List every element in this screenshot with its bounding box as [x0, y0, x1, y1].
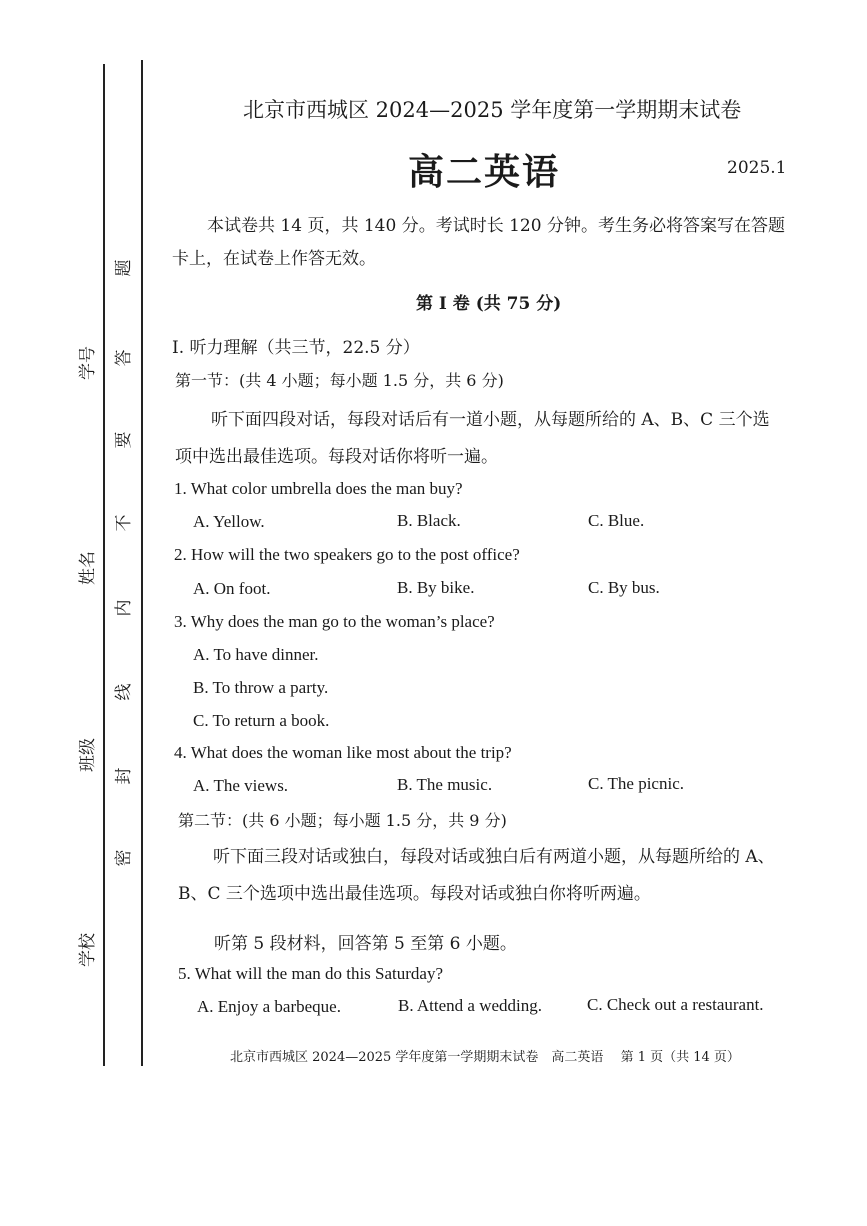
subsection-1-heading: 第一节：(共 4 小题；每小题 1.5 分，共 6 分) [175, 371, 504, 390]
class-label: 班级 [78, 738, 98, 772]
exam-title: 北京市西城区 2024—2025 学年度第一学期期末试卷 [243, 98, 742, 122]
instructions-line-1: 本试卷共 14 页，共 140 分。考试时长 120 分钟。考生务必将答案写在答题 [207, 216, 785, 236]
material-5-instruction: 听第 5 段材料，回答第 5 至第 6 小题。 [214, 934, 517, 954]
question-1-option-b: B. Black. [397, 511, 461, 530]
question-4-stem: 4. What does the woman like most about the trip? [174, 743, 512, 762]
question-5-option-b: B. Attend a wedding. [398, 996, 543, 1015]
question-1-option-a: A. Yellow. [193, 512, 265, 531]
question-3-stem: 3. Why does the man go to the woman’s place? [174, 612, 495, 631]
question-1-option-c: C. Blue. [588, 511, 645, 530]
part-heading: 第 I 卷 (共 75 分) [416, 294, 562, 314]
seal-char-4: 不 [114, 514, 134, 532]
subsection-1-directions-2: 项中选出最佳选项。每段对话你将听一遍。 [175, 447, 498, 467]
subject-title: 高二英语 [408, 151, 561, 193]
subsection-2-directions-2: B、C 三个选项中选出最佳选项。每段对话或独白你将听两遍。 [178, 884, 651, 904]
page-footer: 北京市西城区 2024—2025 学年度第一学期期末试卷 高二英语 第 1 页（共 14 页） [230, 1050, 740, 1065]
question-3-option-b: B. To throw a party. [193, 678, 329, 697]
name-label: 姓名 [78, 551, 98, 585]
seal-char-3: 要 [114, 431, 134, 449]
binding-line-left [103, 64, 105, 1066]
subsection-2-directions-1: 听下面三段对话或独白，每段对话或独白后有两道小题，从每题所给的 A、 [213, 847, 775, 867]
question-5-option-a: A. Enjoy a barbeque. [197, 997, 341, 1016]
seal-char-6: 线 [114, 683, 134, 701]
section-heading: I. 听力理解（共三节，22.5 分） [172, 338, 420, 358]
seal-char-5: 内 [114, 599, 134, 617]
binding-line-right [141, 60, 143, 1066]
question-2-option-a: A. On foot. [193, 579, 271, 598]
question-1-stem: 1. What color umbrella does the man buy? [174, 479, 463, 498]
question-4-option-c: C. The picnic. [588, 774, 684, 793]
school-label: 学校 [78, 933, 98, 967]
subsection-1-directions-1: 听下面四段对话，每段对话后有一道小题，从每题所给的 A、B、C 三个选 [211, 410, 770, 430]
seal-char-8: 密 [114, 849, 134, 867]
question-2-stem: 2. How will the two speakers go to the post office? [174, 545, 520, 564]
subsection-2-heading: 第二节：(共 6 小题；每小题 1.5 分，共 9 分) [178, 811, 507, 830]
instructions-line-2: 卡上，在试卷上作答无效。 [172, 249, 376, 269]
student-id-label: 学号 [78, 346, 98, 380]
question-2-option-c: C. By bus. [588, 578, 660, 597]
seal-char-1: 题 [114, 259, 134, 277]
seal-char-2: 答 [114, 349, 134, 367]
question-5-option-c: C. Check out a restaurant. [587, 995, 764, 1014]
question-2-option-b: B. By bike. [397, 578, 475, 597]
question-3-option-c: C. To return a book. [193, 711, 330, 730]
seal-char-7: 封 [114, 767, 134, 785]
question-4-option-b: B. The music. [397, 775, 493, 794]
question-4-option-a: A. The views. [193, 776, 289, 795]
question-3-option-a: A. To have dinner. [193, 645, 319, 664]
question-5-stem: 5. What will the man do this Saturday? [178, 964, 444, 983]
exam-date: 2025.1 [727, 158, 787, 178]
